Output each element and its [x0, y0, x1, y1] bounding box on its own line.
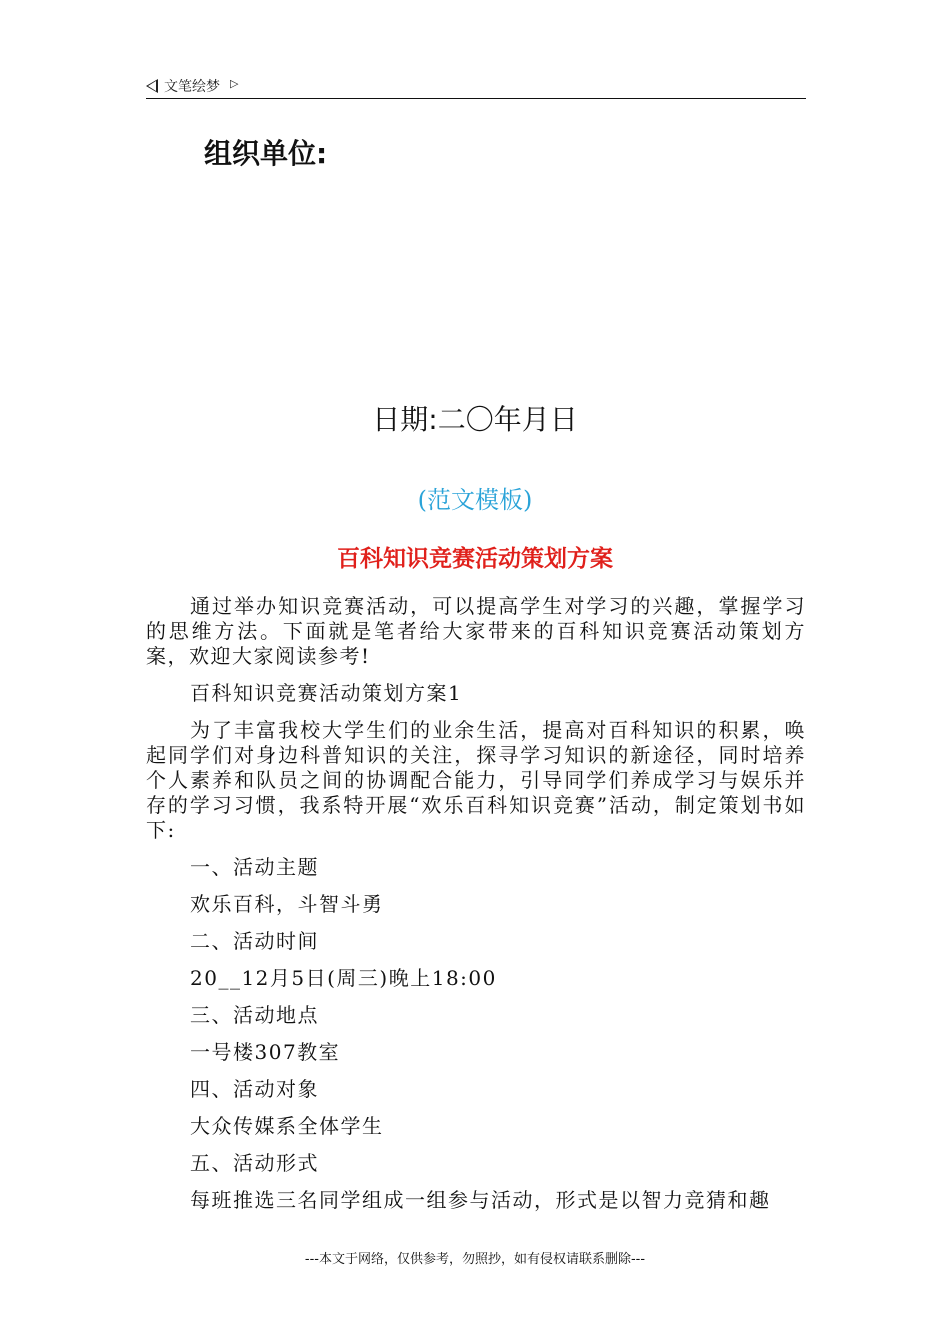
header-brand: 文笔绘梦 [164, 79, 220, 95]
page-header [146, 76, 806, 96]
paragraph-intro: 通过举办知识竞赛活动，可以提高学生对学习的兴趣，掌握学习的思维方法。下面就是笔者给大家带来的百科知识竞赛活动策划方案，欢迎大家阅读参考! [146, 594, 806, 668]
date-label: 日期:二〇年月日 [372, 403, 578, 436]
paragraph-plan-heading: 百科知识竞赛活动策划方案1 [190, 681, 463, 705]
section-heading-theme: 一、活动主题 [190, 855, 319, 879]
section-heading-format: 五、活动形式 [190, 1151, 319, 1175]
triangle-left-icon [146, 79, 158, 93]
paragraph-location: 一号楼307教室 [190, 1040, 341, 1064]
triangle-right-icon: ▷ [230, 76, 239, 90]
section-heading-audience: 四、活动对象 [190, 1077, 319, 1101]
paragraph-audience: 大众传媒系全体学生 [190, 1114, 384, 1138]
paragraph-theme: 欢乐百科，斗智斗勇 [190, 892, 384, 916]
paragraph-time: 20__12月5日(周三)晚上18:00 [190, 966, 497, 990]
document-title: 百科知识竞赛活动策划方案 [337, 546, 613, 572]
header-divider [146, 98, 806, 99]
section-heading-time: 二、活动时间 [190, 929, 319, 953]
page-footer: ---本文于网络，仅供参考，勿照抄，如有侵权请联系删除--- [304, 1252, 646, 1267]
paragraph-purpose: 为了丰富我校大学生们的业余生活，提高对百科知识的积累，唤起同学们对身边科普知识的关注，探寻学习知识的新途径，同时培养个人素养和队员之间的协调配合能力，引导同学们养成学习与娱乐并存的学习习惯，我系特开展“欢乐百科知识竞赛”活动，制定策划书如下: [146, 718, 806, 842]
document-body [146, 594, 806, 1225]
template-note: (范文模板) [417, 486, 533, 514]
section-heading-location: 三、活动地点 [190, 1003, 319, 1027]
org-label: 组织单位: [204, 137, 328, 170]
paragraph-format: 每班推选三名同学组成一组参与活动，形式是以智力竞猜和趣 [190, 1188, 771, 1212]
